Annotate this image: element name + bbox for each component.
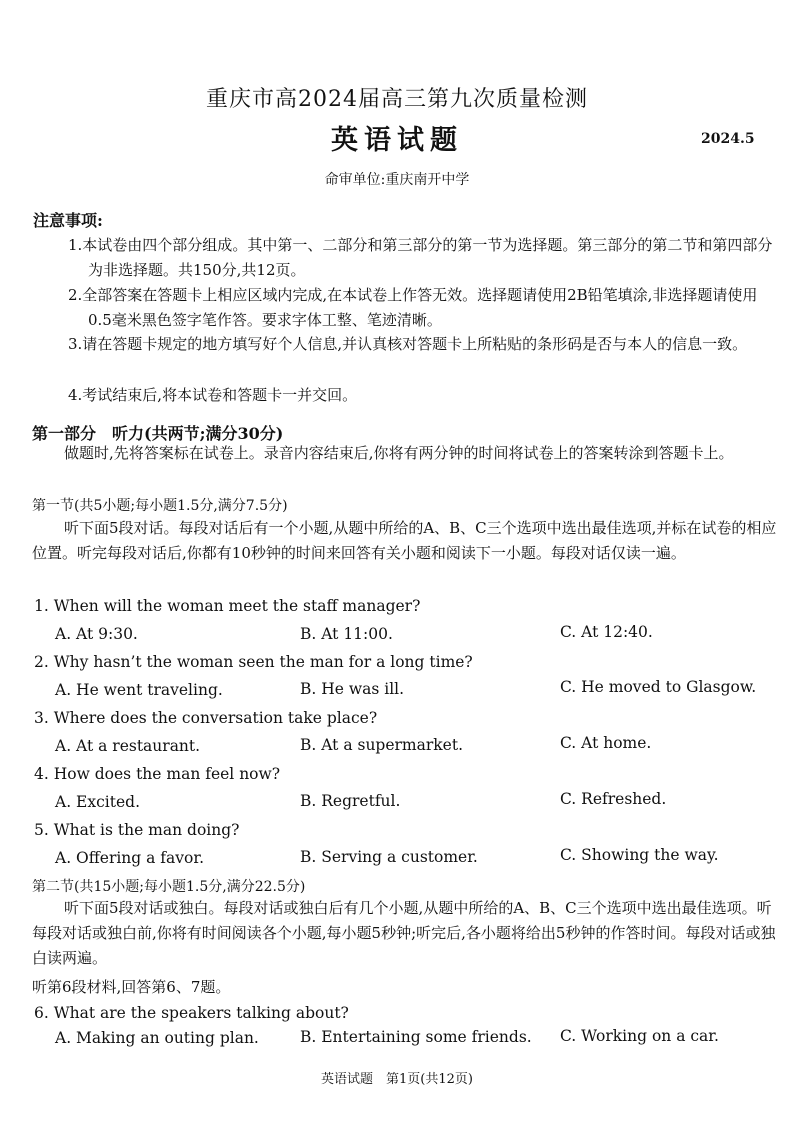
option-c: C. At home. [560,734,652,752]
exam-title: 重庆市高2024届高三第九次质量检测 [206,87,588,112]
question-stem: 4. How does the man feel now? [34,765,281,783]
section2-heading: 第二节(共15小题;每小题1.5分,满分22.5分) [32,879,306,895]
section1-heading: 第一节(共5小题;每小题1.5分,满分7.5分) [32,498,288,514]
notice-item: 3.请在答题卡规定的地方填写好个人信息,并认真核对答题卡上所粘贴的条形码是否与本人的信息一致。 [68,335,748,353]
question-stem: 6. What are the speakers talking about? [34,1004,349,1022]
notice-item: 4.考试结束后,将本试卷和答题卡一并交回。 [68,386,358,404]
option-b: B. Regretful. [300,792,401,810]
option-a: A. Excited. [55,793,140,811]
option-c: C. He moved to Glasgow. [560,678,757,696]
authoring-unit: 命审单位:重庆南开中学 [324,172,470,188]
question-stem: 5. What is the man doing? [34,821,240,839]
notice-item: 1.本试卷由四个部分组成。其中第一、二部分和第三部分的第一节为选择题。第三部分的第二节和第四部分为非选择题。共150分,共12页。 [68,236,773,279]
option-a: A. Making an outing plan. [55,1029,259,1047]
option-c: C. Refreshed. [560,790,667,808]
subject-title: 英语试题 [331,125,463,156]
part1-intro: 做题时,先将答案标在试卷上。录音内容结束后,你将有两分钟的时间将试卷上的答案转涂到答题卡上。 [64,444,734,462]
option-b: B. At a supermarket. [300,736,463,754]
option-b: B. Entertaining some friends. [300,1028,532,1046]
option-a: A. He went traveling. [55,681,223,699]
question-stem: 1. When will the woman meet the staff manager? [34,597,421,615]
option-c: C. At 12:40. [560,623,653,641]
material-note: 听第6段材料,回答第6、7题。 [32,978,231,996]
section2-intro: 听下面5段对话或独白。每段对话或独白后有几个小题,从题中所给的A、B、C三个选项中选出最佳选项。听每段对话或独白前,你将有时间阅读各个小题,每小题5秒钟;听完后,各小题将给出5秒钟的作答时间。每段对话或独白读两遍。 [32,899,776,967]
option-b: B. He was ill. [300,680,405,698]
section1-intro: 听下面5段对话。每段对话后有一个小题,从题中所给的A、B、C三个选项中选出最佳选项,并标在试卷的相应位置。听完每段对话后,你都有10秒钟的时间来回答有关小题和阅读下一小题。每段对话仅读一遍。 [32,519,777,562]
option-b: B. Serving a customer. [300,848,478,866]
part1-heading: 第一部分 听力(共两节;满分30分) [32,424,284,443]
notice-item: 2.全部答案在答题卡上相应区域内完成,在本试卷上作答无效。选择题请使用2B铅笔填涂,非选择题请使用0.5毫米黑色签字笔作答。要求字体工整、笔迹清晰。 [68,286,758,329]
option-c: C. Showing the way. [560,846,719,864]
option-a: A. At 9:30. [55,625,138,643]
page-footer: 英语试题 第1页(共12页) [321,1072,473,1087]
notice-heading: 注意事项: [33,211,103,230]
exam-date: 2024.5 [701,131,755,147]
question-stem: 2. Why hasn’t the woman seen the man for a long time? [34,653,473,671]
option-a: A. At a restaurant. [55,737,201,755]
question-stem: 3. Where does the conversation take place? [34,709,378,727]
option-a: A. Offering a favor. [55,849,205,867]
option-c: C. Working on a car. [560,1027,719,1045]
option-b: B. At 11:00. [300,625,393,643]
